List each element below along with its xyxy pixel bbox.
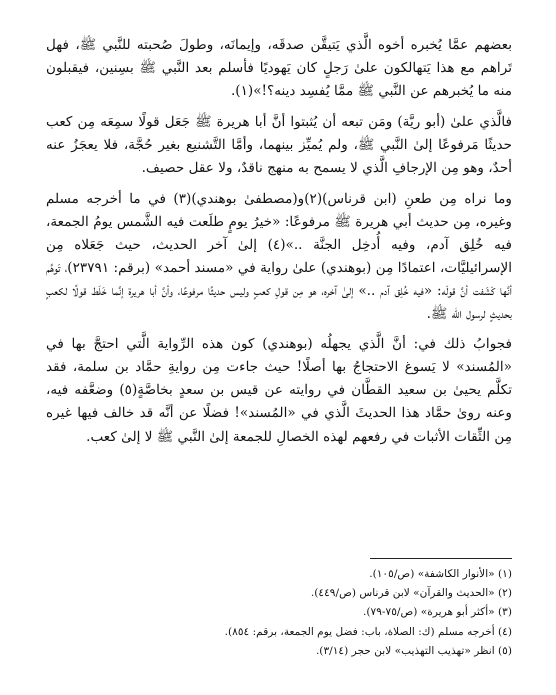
paragraph-3: وما نراه مِن طعنِ (ابن قرناس)(٢)و(مصطفىٰ بوهندي)(٣) في ما أخرجه مسلم وغيره، مِن حديث أبي هريرة ﷺ مرفوعًا: «خيرُ يومٍ طلَعت فيه الشَّمس يومُ الجمعة، فيه خُلِق آدم، وفيه أُدخِل الجنَّة ..»(٤) إلىٰ آخر الحديث، حيث جَعَلاه مِن الإسرائيليَّات، اعتمادًا مِن (بوهندي) علىٰ رواية في «مسند أحمد» (برقم: ٢٣٧٩١)، تَوهَّم أنَّها كَشَفت أنَّ قولَه: «فيه خُلِق آدم ..» إلىٰ آخره، هو مِن قولِ كعبٍ وليس حديثًا مرفوعًا، وأنَّ أبا هريرة إنَّما خَلَط قولًا لكعبٍ بحديثٍ لرسول الله ﷺ. (46, 190, 512, 323)
main-text (46, 34, 512, 456)
footnote-divider (370, 558, 512, 559)
footnote-5: (٥) انظر «تهذيب التهذيب» لابن حجر (٣/١٤). (315, 644, 512, 657)
footnote-1: (١) «الأنوار الكاشفة» (ص/١٠٥). (369, 568, 512, 580)
paragraph-2: فالَّذي علىٰ (أبو ريَّة) ومَن تبعه أن يُثبتوا أنَّ أبا هريرة ﷺ جَعَل قولًا سمِعَه مِن كعب حديثًا مَرفوعًا إلىٰ النَّبي ﷺ، ولم يُميِّز بينهما، وأمَّا التَّشنيع بغير حُجَّة، فلا يعجَزُ عنه أحدٌ، وهو مِن الإرجافِ الَّذي لا يسمح به منهج ناقدٌ، ولا عقل حصيف. (46, 114, 512, 177)
footnote-4: (٤) أخرجه مسلم (ك: الصلاة، باب: فضل يوم الجمعة، برقم: ٨٥٤). (224, 625, 512, 638)
paragraph-4: فجوابُ ذلك في: أنَّ الَّذي يجهلُه (بوهندي) كون هذه الرِّواية الَّتي احتجَّ بها في «المُسند» لا يَسوغ الاحتجاجُ بها أصلًا! حيث جاءت مِن روايةِ حمَّاد بن سلمة، فقد تكلَّم يحيىٰ بن سعيد القطَّان في روايته عن قيس بن سعدٍ بخاصَّةٍ(٥) وضعَّفه فيه، وعنه روىٰ حمَّاد هذا الحديثَ الَّذي في «المُسند»! فضلًا عن أنَّه قد خالف فيها غيره مِن الثِّقات الأثبات في رفعهم لهذه الخصالِ للجمعة إلىٰ النَّبي ﷺ لا إلىٰ كعب. (46, 336, 512, 445)
footnotes (46, 565, 512, 661)
footnote-2: (٢) «الحديث والقرآن» لابن قرناس (ص/٤٤٩). (310, 587, 512, 600)
footnote-3: (٣) «أكثر أبو هريرة» (ص/٧٥-٧٩). (363, 606, 512, 619)
paragraph-1: بعضهم عمَّا يُخبره أخوه الَّذي يَتيقَّن صدقَه، وإيمانَه، وطولَ صُحبته للنَّبي ﷺ، فهل تَراهم مع هذا يَتهالكون علىٰ رَجلٍ كان يَهوديًا فأسلم بعد النَّبي ﷺ بسِنين، فيقبلون منه ما يُخبرهم عن النَّبي ﷺ ممَّا يُفسِد دينه؟!»(١). (46, 37, 512, 100)
